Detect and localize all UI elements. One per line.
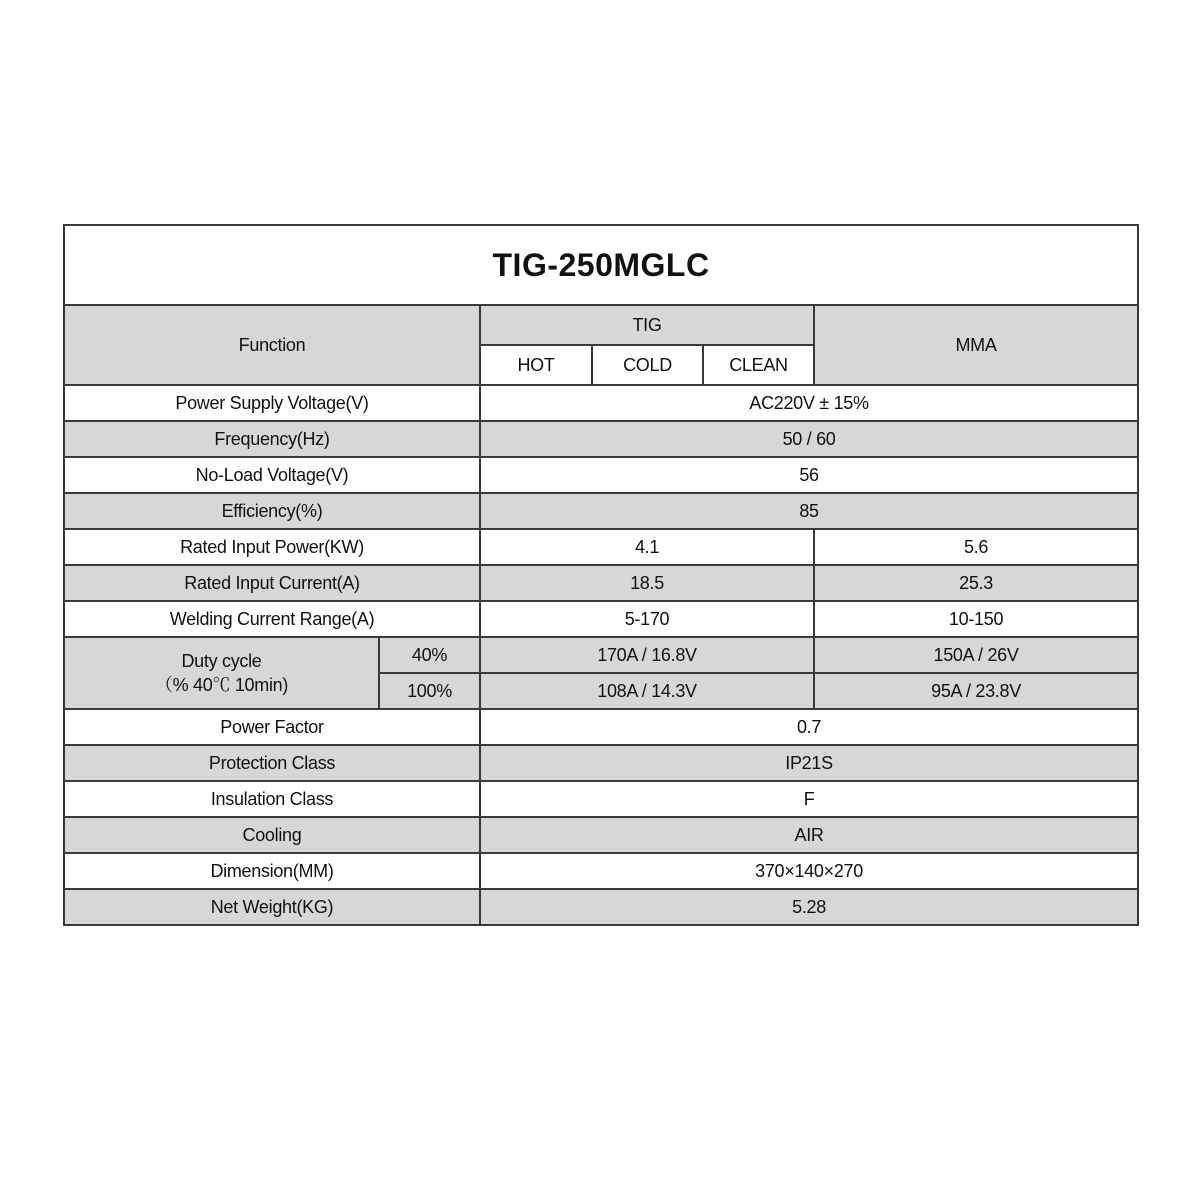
row-value-tig: 170A / 16.8V bbox=[480, 637, 814, 673]
table-row bbox=[64, 781, 1138, 817]
table-row bbox=[64, 385, 1138, 421]
table-row bbox=[64, 601, 1138, 637]
row-value: IP21S bbox=[480, 745, 1138, 781]
row-value: 85 bbox=[480, 493, 1138, 529]
table-row bbox=[64, 853, 1138, 889]
header-tig: TIG bbox=[480, 305, 814, 345]
row-value: F bbox=[480, 781, 1138, 817]
row-value-mma: 25.3 bbox=[814, 565, 1138, 601]
row-value: 56 bbox=[480, 457, 1138, 493]
row-value: 50 / 60 bbox=[480, 421, 1138, 457]
table-title: TIG-250MGLC bbox=[64, 225, 1138, 305]
table-row bbox=[64, 745, 1138, 781]
row-value: 0.7 bbox=[480, 709, 1138, 745]
row-label: Power Factor bbox=[64, 709, 480, 745]
table-row bbox=[64, 421, 1138, 457]
table-row bbox=[64, 493, 1138, 529]
spec-table bbox=[63, 224, 1139, 926]
row-label: Frequency(Hz) bbox=[64, 421, 480, 457]
row-label: Cooling bbox=[64, 817, 480, 853]
row-value: 5.28 bbox=[480, 889, 1138, 925]
table-row bbox=[64, 457, 1138, 493]
duty-cycle-condition: （% 40℃ 10min) bbox=[154, 675, 289, 695]
duty-cycle-label bbox=[64, 637, 379, 709]
header-hot: HOT bbox=[480, 345, 592, 385]
duty-cycle-title: Duty cycle bbox=[181, 651, 262, 671]
header-function: Function bbox=[64, 305, 480, 385]
row-label: Dimension(MM) bbox=[64, 853, 480, 889]
header-mma: MMA bbox=[814, 305, 1138, 385]
header-clean: CLEAN bbox=[703, 345, 814, 385]
row-value-mma: 150A / 26V bbox=[814, 637, 1138, 673]
duty-pct: 40% bbox=[379, 637, 480, 673]
row-value-mma: 10-150 bbox=[814, 601, 1138, 637]
duty-pct: 100% bbox=[379, 673, 480, 709]
row-value-mma: 5.6 bbox=[814, 529, 1138, 565]
row-value-tig: 108A / 14.3V bbox=[480, 673, 814, 709]
row-value-tig: 18.5 bbox=[480, 565, 814, 601]
table-row bbox=[64, 637, 1138, 673]
row-label: Protection Class bbox=[64, 745, 480, 781]
table-row bbox=[64, 565, 1138, 601]
row-value-mma: 95A / 23.8V bbox=[814, 673, 1138, 709]
table-row bbox=[64, 889, 1138, 925]
row-label: Power Supply Voltage(V) bbox=[64, 385, 480, 421]
row-value: AIR bbox=[480, 817, 1138, 853]
row-label: Welding Current Range(A) bbox=[64, 601, 480, 637]
row-label: Insulation Class bbox=[64, 781, 480, 817]
row-label: Rated Input Current(A) bbox=[64, 565, 480, 601]
row-label: Net Weight(KG) bbox=[64, 889, 480, 925]
row-label: No-Load Voltage(V) bbox=[64, 457, 480, 493]
row-value: AC220V ± 15% bbox=[480, 385, 1138, 421]
row-value: 370×140×270 bbox=[480, 853, 1138, 889]
table-row bbox=[64, 709, 1138, 745]
row-label: Rated Input Power(KW) bbox=[64, 529, 480, 565]
header-cold: COLD bbox=[592, 345, 703, 385]
row-value-tig: 5-170 bbox=[480, 601, 814, 637]
table-row bbox=[64, 529, 1138, 565]
table-row bbox=[64, 817, 1138, 853]
row-value-tig: 4.1 bbox=[480, 529, 814, 565]
row-label: Efficiency(%) bbox=[64, 493, 480, 529]
